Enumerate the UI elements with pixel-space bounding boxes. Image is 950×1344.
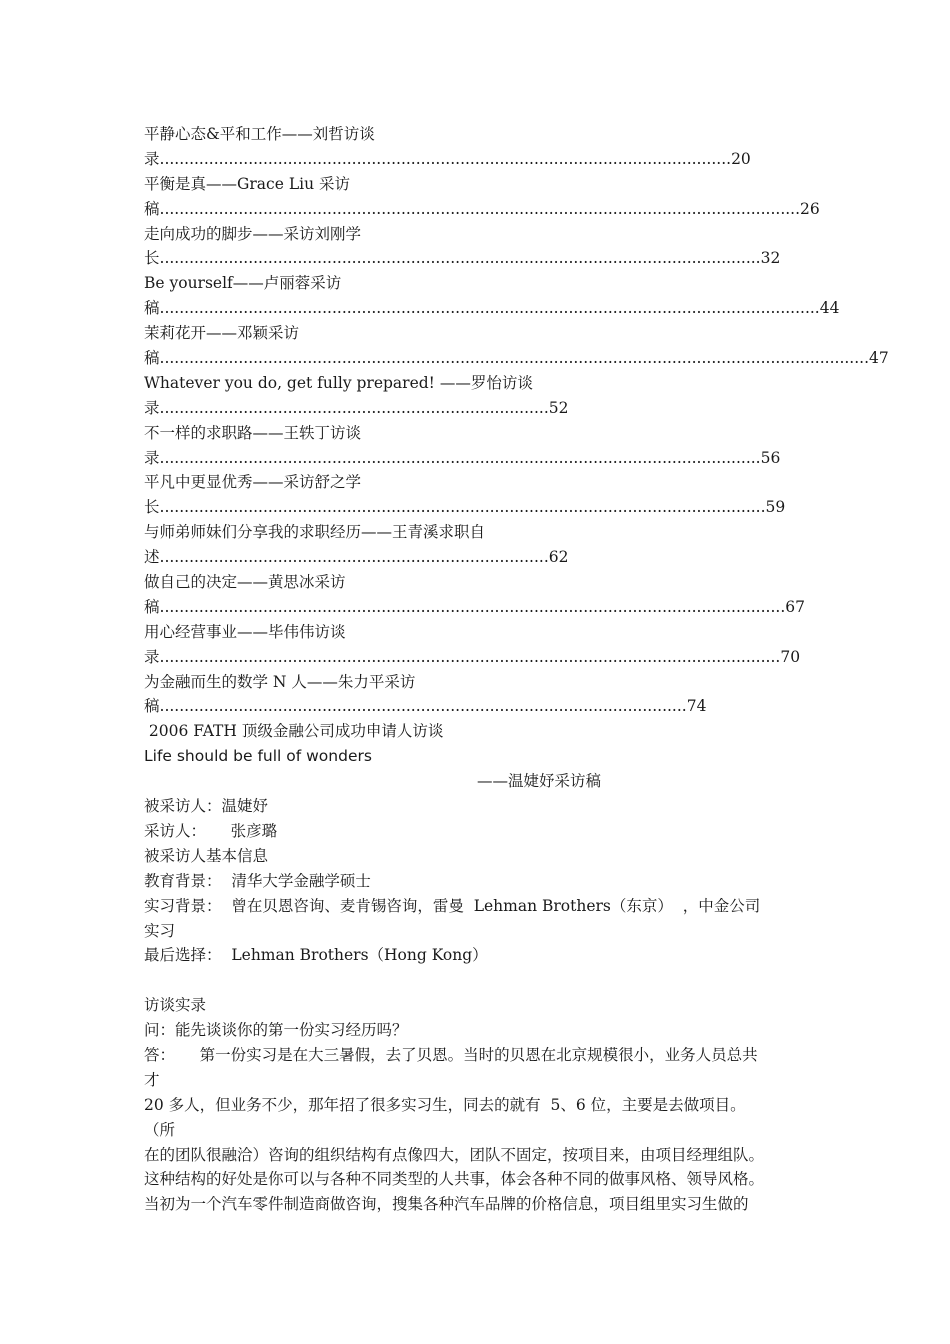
- toc-entry-leader: [144, 147, 824, 172]
- toc-dot-leader: ...............................................................................: [159, 398, 549, 417]
- toc-dot-leader: ...........................................................................................................: [159, 697, 687, 716]
- toc-entry-title: 平凡中更显优秀——采访舒之学: [144, 473, 362, 492]
- record-heading: 访谈实录: [144, 996, 207, 1015]
- toc-entry-leader: [144, 296, 840, 321]
- toc-entry-title: 用心经营事业——毕伟伟访谈: [144, 622, 346, 641]
- answer-line: 这种结构的好处是你可以与各种不同类型的人共事，体会各种不同的做事风格、领导风格。: [144, 1170, 765, 1189]
- answer-line: 才: [144, 1070, 160, 1089]
- toc-page-number: 32: [760, 249, 781, 268]
- toc-page-number: 26: [800, 199, 820, 218]
- question-1: 问：能先谈谈你的第一份实习经历吗？: [144, 1021, 408, 1040]
- answer-line: 当初为一个汽车零件制造商做咨询，搜集各种汽车品牌的价格信息，项目组里实习生做的: [144, 1195, 749, 1214]
- toc-entry-title: 茉莉花开——邓颖采访: [144, 324, 300, 343]
- toc-page-number: 70: [780, 647, 801, 666]
- toc-dot-leader: ...........................................................................................................................: [159, 498, 766, 517]
- toc-page-number: 44: [819, 299, 840, 318]
- toc-entry-title: 为金融而生的数学 N 人——朱力平采访: [144, 672, 416, 691]
- toc-dot-leader: ..............................................................................................................................: [159, 647, 781, 666]
- toc-dot-leader: ...............................................................................................................................: [159, 597, 786, 616]
- toc-entry-leader: [144, 495, 824, 520]
- document-page: [144, 122, 889, 1217]
- toc-dot-leader: ...............................................................................: [159, 548, 549, 567]
- toc-entry-tail: 述: [144, 548, 160, 567]
- toc-entry-leader: [144, 545, 824, 570]
- toc-entry-tail: 录: [144, 647, 160, 666]
- toc-dot-leader: ..................................................................................................................................: [159, 199, 801, 218]
- toc-entry-leader: [144, 396, 824, 421]
- toc-page-number: 62: [548, 548, 569, 567]
- answer-line: 20 多人，但业务不少，那年招了很多实习生，同去的就有 5、6 位，主要是去做项目。: [144, 1095, 746, 1114]
- blank-line: [144, 968, 824, 993]
- interviewee-line: 被采访人：温婕妤: [144, 797, 269, 816]
- toc-entry-title: 平静心态&平和工作——刘哲访谈: [144, 125, 375, 143]
- answer-line: （所: [144, 1120, 176, 1139]
- toc-dot-leader: ..........................................................................................................................: [159, 448, 761, 467]
- toc-page-number: 52: [548, 398, 569, 417]
- table-of-contents: [144, 122, 889, 719]
- toc-page-number: 74: [686, 697, 707, 716]
- toc-dot-leader: ..........................................................................................................................: [159, 249, 761, 268]
- article-byline: ——温婕妤采访稿: [476, 772, 601, 791]
- toc-page-number: 47: [869, 349, 889, 368]
- article-series: 2006 FATH 顶级金融公司成功申请人访谈: [144, 722, 444, 741]
- toc-entry-title: 与师弟师妹们分享我的求职经历——王青溪求职自: [144, 523, 486, 542]
- toc-entry-leader: [144, 197, 824, 222]
- toc-entry-title: 不一样的求职路——王轶丁访谈: [144, 423, 362, 442]
- internship-line: 实习背景： 曾在贝恩咨询、麦肯锡咨询，雷曼 Lehman Brothers（东京） ，中金公司: [144, 896, 761, 915]
- toc-page-number: 20: [731, 149, 751, 168]
- toc-entry-tail: 录: [144, 398, 160, 417]
- toc-page-number: 67: [785, 597, 805, 616]
- toc-dot-leader: ......................................................................................................................................: [159, 299, 820, 318]
- toc-dot-leader: ....................................................................................................................: [159, 149, 732, 168]
- education-line: 教育背景： 清华大学金融学硕士: [144, 871, 371, 890]
- toc-entry-tail: 稿: [144, 349, 160, 368]
- toc-dot-leader: ................................................................................................................................................: [159, 349, 870, 368]
- answer-line: 在的团队很融洽）咨询的组织结构有点像四大，团队不固定，按项目来，由项目经理组队。: [144, 1145, 765, 1164]
- interviewer-line: 采访人： 张彦璐: [144, 821, 278, 840]
- toc-entry-leader: [144, 595, 824, 620]
- answer-line: 答： 第一份实习是在大三暑假，去了贝恩。当时的贝恩在北京规模很小，业务人员总共: [144, 1045, 758, 1064]
- toc-entry-tail: 稿: [144, 299, 160, 318]
- article: [144, 719, 824, 1217]
- toc-entry-tail: 稿: [144, 597, 160, 616]
- toc-entry-title: 做自己的决定——黄思冰采访: [144, 573, 346, 592]
- toc-entry-title: Whatever you do, get fully prepared! ——罗怡访谈: [144, 373, 533, 392]
- toc-entry-leader: [144, 645, 824, 670]
- toc-page-number: 59: [765, 498, 786, 517]
- toc-page-number: 56: [760, 448, 781, 467]
- toc-entry-tail: 录: [144, 149, 160, 168]
- toc-entry-tail: 长: [144, 498, 160, 517]
- toc-entry-leader: [144, 346, 889, 371]
- toc-entry-leader: [144, 694, 824, 719]
- info-heading: 被采访人基本信息: [144, 846, 269, 865]
- toc-entry-tail: 稿: [144, 697, 160, 716]
- toc-entry-tail: 长: [144, 249, 160, 268]
- toc-entry-title: 平衡是真——Grace Liu 采访: [144, 174, 350, 193]
- toc-entry-tail: 稿: [144, 199, 160, 218]
- toc-entry-leader: [144, 446, 824, 471]
- toc-entry-tail: 录: [144, 448, 160, 467]
- article-title: Life should be full of wonders: [144, 747, 372, 766]
- final-choice-line: 最后选择： Lehman Brothers（Hong Kong）: [144, 946, 488, 965]
- internship-line-continued: 实习: [144, 921, 176, 940]
- toc-entry-title: 走向成功的脚步——采访刘刚学: [144, 224, 362, 243]
- toc-entry-leader: [144, 246, 824, 271]
- toc-entry-title: Be yourself——卢丽蓉采访: [144, 274, 342, 293]
